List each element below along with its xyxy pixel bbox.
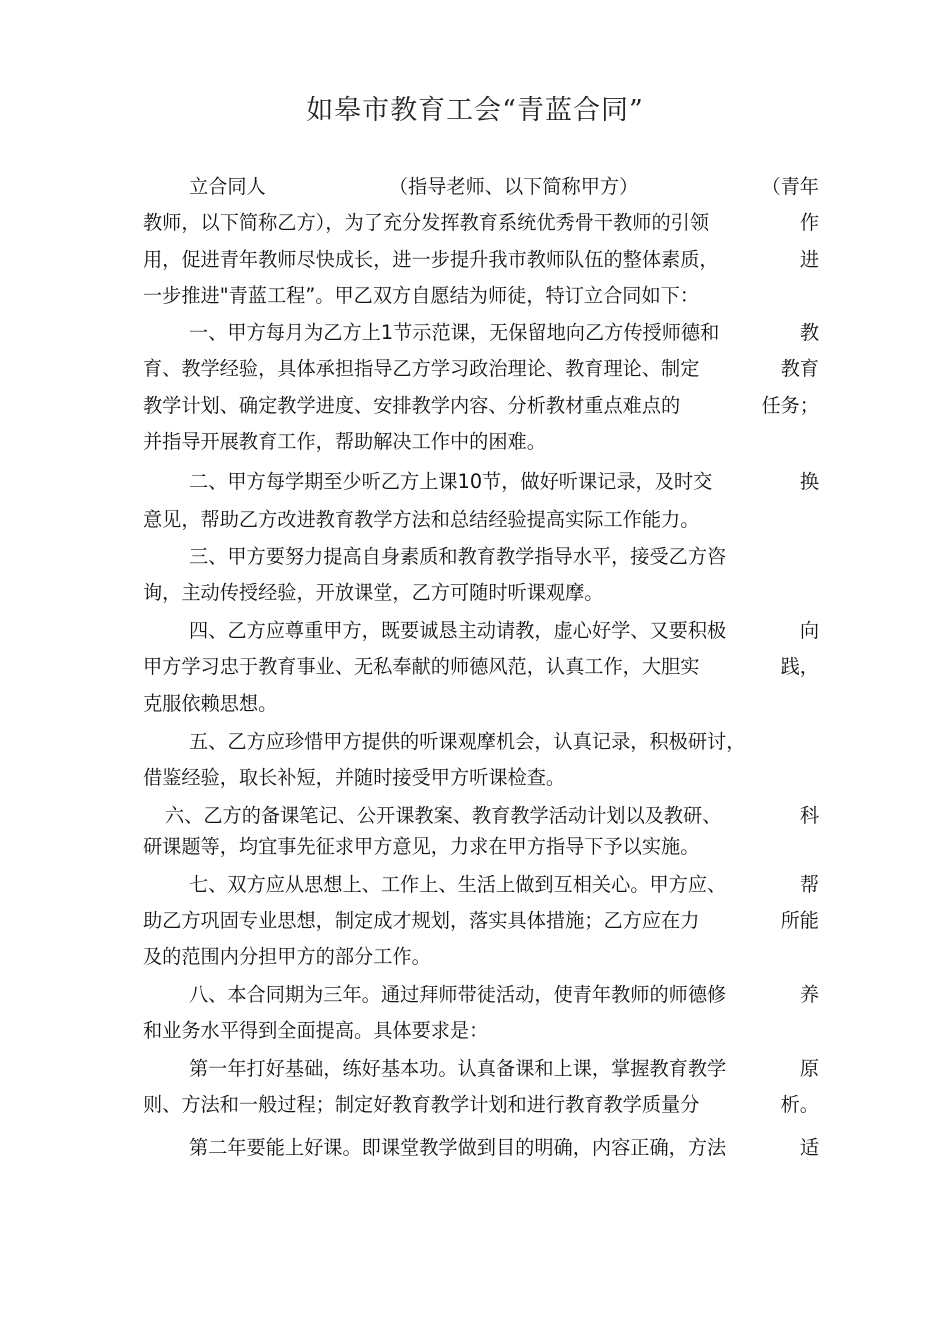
- text-segment: 四、乙方应尊重甲方，既要诚恳主动请教，虚心好学、又要积极: [189, 619, 727, 642]
- document-title: 如皋市教育工会“青蓝合同”: [306, 95, 644, 126]
- text-segment: 教学计划、确定教学进度、安排教学内容、分析教材重点难点的: [143, 394, 681, 417]
- text-segment: 及的范围内分担甲方的部分工作。: [143, 945, 431, 968]
- text-segment: 进: [799, 248, 819, 271]
- text-segment: 意见，帮助乙方改进教育教学方法和总结经验提高实际工作能力。: [143, 508, 700, 531]
- text-line: [143, 388, 819, 425]
- text-line: [143, 351, 819, 388]
- text-segment: 三、甲方要努力提高自身素质和教育教学指导水平，接受乙方咨: [189, 545, 727, 568]
- text-segment: 借鉴经验，取长补短，并随时接受甲方听课检查。: [143, 766, 566, 789]
- text-line: [189, 1051, 819, 1088]
- text-line: [143, 649, 819, 686]
- text-segment: 教: [799, 321, 819, 344]
- text-segment: 甲方学习忠于教育事业、无私奉献的师德风范，认真工作，大胆实: [143, 655, 700, 678]
- text-segment: （指导老师、以下简称甲方）: [388, 175, 639, 198]
- text-line: [189, 539, 819, 576]
- text-line: [189, 613, 819, 650]
- text-line: [143, 242, 819, 279]
- text-line: [143, 502, 819, 539]
- text-segment: 析。: [780, 1093, 819, 1116]
- text-line: [143, 575, 819, 612]
- text-segment: 立合同人: [189, 175, 266, 198]
- text-segment: 原: [799, 1057, 819, 1080]
- text-segment: 第二年要能上好课。即课堂教学做到目的明确，内容正确，方法: [189, 1136, 727, 1159]
- text-line: [143, 1013, 819, 1050]
- text-segment: 一、甲方每月为乙方上1节示范课，无保留地向乙方传授师德和: [189, 321, 720, 344]
- text-segment: 任务；: [761, 394, 819, 417]
- text-segment: 和业务水平得到全面提高。具体要求是：: [143, 1019, 489, 1042]
- text-line: [143, 903, 819, 940]
- text-segment: 换: [799, 470, 819, 493]
- text-segment: 询，主动传授经验，开放课堂，乙方可随时听课观摩。: [143, 581, 604, 604]
- text-segment: 作: [799, 211, 819, 234]
- text-line: [143, 424, 819, 461]
- text-line: [189, 315, 819, 352]
- text-segment: 八、本合同期为三年。通过拜师带徒活动，使青年教师的师德修: [189, 983, 727, 1006]
- text-line: [189, 867, 819, 904]
- text-segment: 教师，以下简称乙方），为了充分发挥教育系统优秀骨干教师的引领: [143, 211, 710, 234]
- text-line: [143, 1087, 819, 1124]
- text-segment: 所能: [780, 909, 819, 932]
- text-segment: 用，促进青年教师尽快成长，进一步提升我市教师队伍的整体素质，: [143, 248, 719, 271]
- text-segment: 科: [799, 804, 819, 827]
- text-segment: 教育: [780, 357, 819, 380]
- text-segment: 并指导开展教育工作，帮助解决工作中的困难。: [143, 430, 546, 453]
- text-segment: 向: [799, 619, 819, 642]
- text-line: [143, 686, 819, 723]
- text-segment: 七、双方应从思想上、工作上、生活上做到互相关心。甲方应、: [189, 873, 727, 896]
- text-segment: 则、方法和一般过程；制定好教育教学计划和进行教育教学质量分: [143, 1093, 700, 1116]
- text-line: [189, 724, 819, 761]
- text-segment: 育、教学经验，具体承担指导乙方学习政治理论、教育理论、制定: [143, 357, 700, 380]
- text-segment: 二、甲方每学期至少听乙方上课10节，做好听课记录，及时交: [189, 470, 713, 493]
- text-line: [143, 829, 819, 866]
- text-segment: 一步推进"青蓝工程”。甲乙双方自愿结为师徒，特订立合同如下：: [143, 284, 700, 307]
- text-line: [189, 1130, 819, 1167]
- text-segment: 助乙方巩固专业思想，制定成才规划，落实具体措施；乙方应在力: [143, 909, 700, 932]
- text-line: [143, 205, 819, 242]
- text-segment: 养: [799, 983, 819, 1006]
- text-segment: （青年: [761, 175, 819, 198]
- text-segment: 第一年打好基础，练好基本功。认真备课和上课，掌握教育教学: [189, 1057, 727, 1080]
- text-line: [143, 939, 819, 976]
- text-segment: 六、乙方的备课笔记、公开课教案、教育教学活动计划以及教研、: [165, 804, 722, 827]
- text-segment: 研课题等，均宜事先征求甲方意见，力求在甲方指导下予以实施。: [143, 835, 700, 858]
- text-line: [189, 464, 819, 501]
- text-segment: 适: [799, 1136, 819, 1159]
- text-segment: 帮: [799, 873, 819, 896]
- text-line: [189, 169, 819, 206]
- text-segment: 克服依赖思想。: [143, 692, 278, 715]
- text-segment: 践，: [780, 655, 819, 678]
- text-segment: 五、乙方应珍惜甲方提供的听课观摩机会，认真记录，积极研讨，: [189, 730, 746, 753]
- text-line: [189, 977, 819, 1014]
- text-line: [143, 278, 819, 315]
- text-line: [143, 760, 819, 797]
